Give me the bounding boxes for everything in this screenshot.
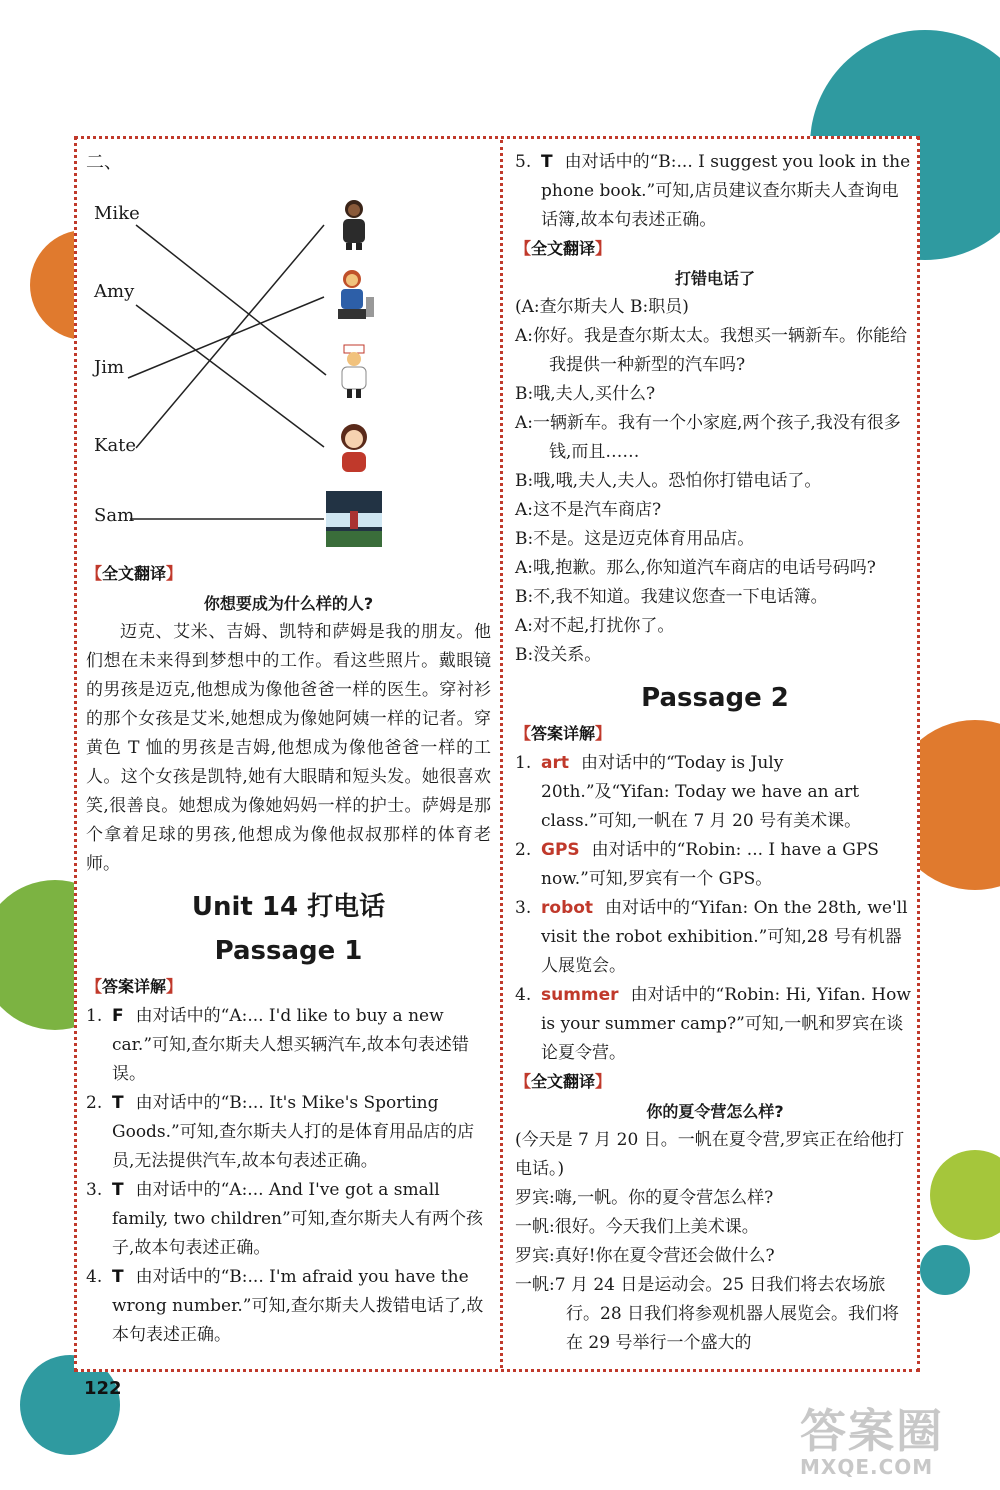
left-column	[86, 560, 491, 1350]
column-divider	[500, 140, 503, 1368]
name-jim: Jim	[94, 357, 125, 378]
match-line-kate	[136, 225, 324, 448]
answer-item: 1. F 由对话中的“A:... I'd like to buy a new car.”可知,查尔斯夫人想买辆汽车,故本句表述错误。	[86, 1006, 469, 1084]
translation-paragraph: 迈克、艾米、吉姆、凯特和萨姆是我的朋友。他们想在未来得到梦想中的工作。看这些照片。戴眼镜的男孩是迈克,他想成为像他爸爸一样的医生。穿衬衫的那个女孩是艾米,她想成为像她阿姨一样的记者。穿黄色 T 恤的男孩是吉姆,他想成为像他爸爸一样的工人。这个女孩是凯特,她有大眼睛和短头发。她很喜欢笑,很善良。她想成为像她妈妈一样的护士。萨姆是那个拿着足球的男孩,他想成为像他叔叔那样的体育老师。	[86, 622, 491, 874]
dialogue-line: (A:查尔斯夫人 B:职员)	[515, 297, 689, 317]
girl-icon	[326, 419, 382, 475]
dialogue-line: 罗宾:嗨,一帆。你的夏令营怎么样?	[515, 1188, 774, 1208]
dialogue-line: A:你好。我是查尔斯太太。我想买一辆新车。你能给我提供一种新型的汽车吗?	[515, 326, 908, 375]
dialogue-line: B:哦,哦,夫人,夫人。恐怕你打错电话了。	[515, 471, 822, 491]
answer-item: 5. T 由对话中的“B:... I suggest you look in the phone book.”可知,店员建议查尔斯夫人查询电话簿,故本句表述正确。	[515, 152, 911, 230]
decor-circle-lime	[930, 1150, 1000, 1240]
dialogue-line: 一帆:很好。今天我们上美术课。	[515, 1217, 759, 1237]
dialogue-line: 罗宾:真好!你在夏令营还会做什么?	[515, 1246, 775, 1266]
nurse-icon	[326, 343, 382, 399]
translation-title: 你的夏令营怎么样?	[646, 1102, 784, 1121]
name-kate: Kate	[94, 435, 137, 456]
matching-exercise	[86, 185, 491, 560]
pe-teacher-icon	[326, 491, 382, 547]
answer-item: 2. GPS 由对话中的“Robin: ... I have a GPS now.”可知,罗宾有一个 GPS。	[515, 840, 879, 889]
answer-item: 4. T 由对话中的“B:... I'm afraid you have the wrong number.”可知,查尔斯夫人拨错电话了,故本句表述正确。	[86, 1267, 484, 1345]
translation-tag: 【全文翻译】	[515, 239, 612, 258]
passage-title: Passage 1	[214, 936, 363, 966]
unit-title: Unit 14 打电话	[191, 892, 386, 922]
worker-icon	[326, 267, 382, 323]
match-line-jim	[128, 297, 324, 378]
dialogue-line: A:一辆新车。我有一个小家庭,两个孩子,我没有很多钱,而且……	[515, 413, 901, 462]
passage-title: Passage 2	[641, 683, 789, 713]
name-mike: Mike	[94, 203, 140, 224]
translation-title: 打错电话了	[674, 269, 755, 288]
answer-item: 2. T 由对话中的“B:... It's Mike's Sporting Goods.”可知,查尔斯夫人打的是体育用品店的店员,无法提供汽车,故本句表述正确。	[86, 1093, 475, 1171]
matching-lines	[86, 185, 491, 560]
name-sam: Sam	[94, 505, 135, 526]
match-line-amy	[136, 305, 324, 447]
translation-tag: 【全文翻译】	[86, 564, 183, 583]
answer-item: 4. summer 由对话中的“Robin: Hi, Yifan. How is your summer camp?”可知,一帆和罗宾在谈论夏令营。	[515, 985, 911, 1063]
translation-title: 你想要成为什么样的人?	[203, 594, 374, 613]
dialogue-line: (今天是 7 月 20 日。一帆在夏令营,罗宾正在给他打电话。)	[515, 1130, 905, 1179]
doctor-icon	[326, 195, 382, 251]
dialogue-line: 一帆:7 月 24 日是运动会。25 日我们将去农场旅行。28 日我们将参观机器人展览会。我们将在 29 号举行一个盛大的	[515, 1275, 900, 1353]
answer-item: 1. art 由对话中的“Today is July 20th.”及“Yifan: Today we have an art class.”可知,一帆在 7 月 20 号有美术课。	[515, 753, 862, 831]
match-line-mike	[136, 225, 326, 375]
name-amy: Amy	[94, 281, 135, 302]
page-number: 122	[84, 1378, 122, 1399]
dialogue-line: B:不,我不知道。我建议您查一下电话簿。	[515, 587, 828, 607]
dialogue-line: B:哦,夫人,买什么?	[515, 384, 656, 404]
decor-circle-teal	[920, 1245, 970, 1295]
answer-tag: 【答案详解】	[515, 724, 612, 743]
dialogue-line: B:不是。这是迈克体育用品店。	[515, 529, 755, 549]
watermark-logo: 答案圈	[800, 1404, 944, 1458]
watermark-url: MXQE.COM	[800, 1455, 934, 1479]
dialogue-line: A:这不是汽车商店?	[515, 500, 662, 520]
section-number: 二、	[86, 152, 122, 173]
dialogue-line: A:对不起,打扰你了。	[515, 616, 675, 636]
answer-tag: 【答案详解】	[86, 977, 183, 996]
dialogue-line: B:没关系。	[515, 645, 602, 665]
answer-item: 3. T 由对话中的“A:... And I've got a small family, two children”可知,查尔斯夫人有两个孩子,故本句表述正确。	[86, 1180, 484, 1258]
answer-item: 3. robot 由对话中的“Yifan: On the 28th, we'll visit the robot exhibition.”可知,28 号有机器人展览会。	[515, 898, 908, 976]
translation-tag: 【全文翻译】	[515, 1072, 612, 1091]
right-column	[515, 148, 915, 1358]
dialogue-line: A:哦,抱歉。那么,你知道汽车商店的电话号码吗?	[515, 558, 876, 578]
watermark	[800, 1395, 944, 1479]
